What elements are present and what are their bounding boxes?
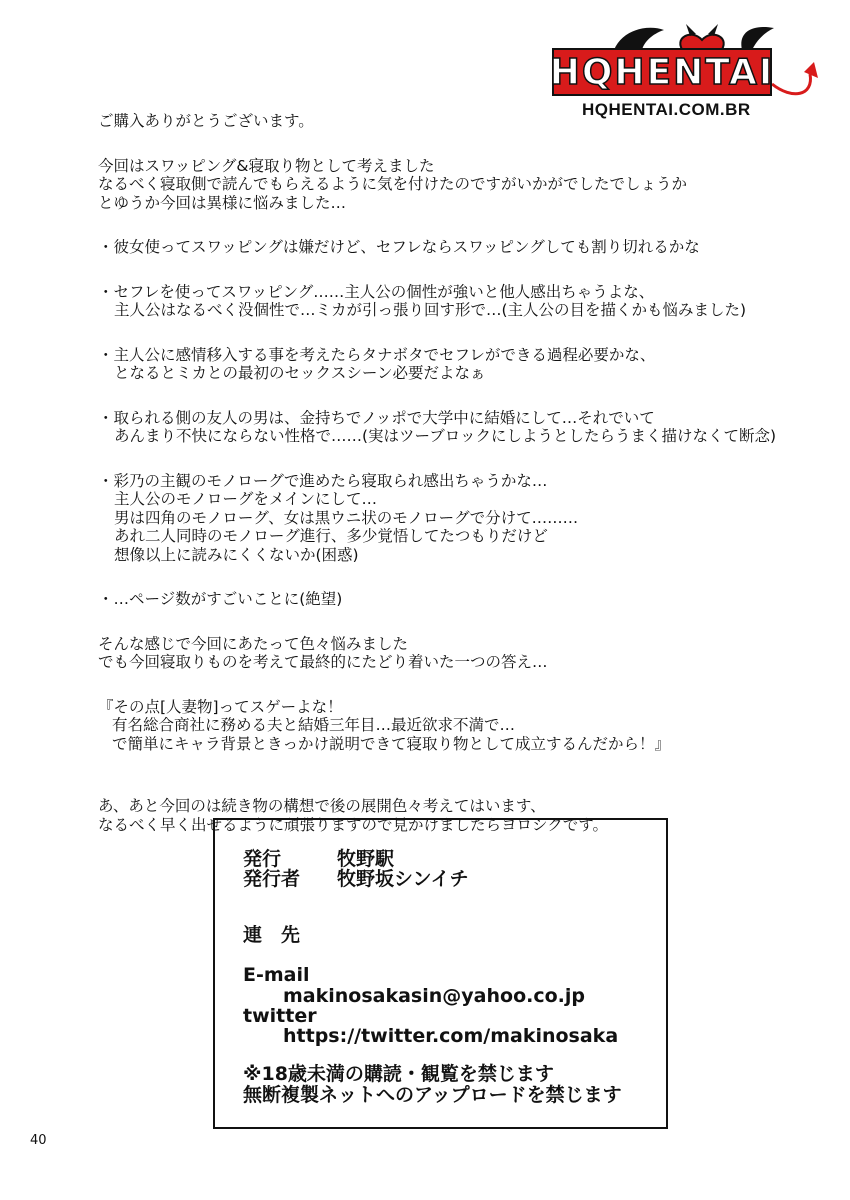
text-line: 主人公はなるべく没個性で…ミカが引っ張り回す形で…(主人公の目を描くかも悩みました) xyxy=(114,301,747,319)
paragraph-point-4 xyxy=(98,409,828,446)
text-line: あんまり不快にならない性格で……(実はツーブロックにしようとしたらうまく描けなくて断念) xyxy=(114,427,777,445)
text-line: ・主人公に感情移入する事を考えたらタナボタでセフレができる過程必要かな、 xyxy=(98,345,656,364)
paragraph-thanks xyxy=(98,112,828,131)
email-label: E-mail xyxy=(243,964,310,986)
text-line: 想像以上に読みにくくないか(困惑) xyxy=(114,545,359,564)
age-restriction-notice: ※18歳未満の購読・観覧を禁じます xyxy=(243,1063,554,1085)
logo-url-text: HQHENTAI.COM.BR xyxy=(582,100,751,119)
paragraph-point-1 xyxy=(98,238,828,257)
colophon-box xyxy=(213,818,668,1129)
twitter-label: twitter xyxy=(243,1005,317,1027)
paragraph-intro xyxy=(98,157,828,213)
logo-banner xyxy=(549,48,775,96)
text-line: あれ二人同時のモノローグ進行、多少覚悟してたつもりだけど xyxy=(114,527,548,545)
paragraph-quote xyxy=(98,698,828,754)
paragraph-point-3 xyxy=(98,346,828,383)
paragraph-point-5 xyxy=(98,472,828,565)
text-line: なるべく早く出せるように頑張りますので見かけましたらヨロシクです。 xyxy=(98,815,608,834)
text-line: ・彼女使ってスワッピングは嫌だけど、セフレならスワッピングしても割り切れるかな xyxy=(98,238,700,256)
publisher-label: 発行 xyxy=(243,848,282,870)
email-value: makinosakasin@yahoo.co.jp xyxy=(283,985,585,1007)
text-line: 有名総合商社に務める夫と結婚三年目…最近欲求不満で… xyxy=(112,716,516,734)
paragraph-point-2 xyxy=(98,283,828,320)
text-line: ・彩乃の主観のモノローグで進めたら寝取られ感出ちゃうかな… xyxy=(98,471,548,490)
text-line: なるべく寝取側で読んでもらえるように気を付けたのですがいかがでしたでしょうか xyxy=(98,175,688,193)
copyright-notice: 無断複製ネットへのアップロードを禁じます xyxy=(243,1084,622,1106)
text-line: でも今回寝取りものを考えて最終的にたどり着いた一つの答え… xyxy=(98,653,548,671)
text-line: 『その点[人妻物]ってスゲーよな！ xyxy=(98,697,343,716)
text-line: とゆうか今回は異様に悩みました… xyxy=(98,193,347,212)
text-line: あ、あと今回のは続き物の構想で後の展開色々考えてはいます、 xyxy=(98,797,546,815)
logo-brand-text: HQHENTAI xyxy=(549,51,775,93)
text-line: となるとミカとの最初のセックスシーン必要だよなぁ xyxy=(114,364,486,382)
afterword-text xyxy=(98,112,828,860)
contact-label: 連 先 xyxy=(243,924,301,946)
text-line: ・取られる側の友人の男は、金持ちでノッポで大学中に結婚にして…それでいて xyxy=(98,408,655,427)
author-label: 発行者 xyxy=(243,868,301,890)
text-line: 主人公のモノローグをメインにして… xyxy=(114,490,378,508)
page-number: 40 xyxy=(30,1133,47,1148)
text-line: そんな感じで今回にあたって色々悩みました xyxy=(98,634,409,653)
publisher-value: 牧野駅 xyxy=(337,848,395,870)
text-line: 今回はスワッピング&寝取り物として考えました xyxy=(98,156,435,175)
twitter-url: https://twitter.com/makinosaka xyxy=(283,1025,619,1047)
text-line: で簡単にキャラ背景ときっかけ説明できて寝取り物として成立するんだから！』 xyxy=(112,734,671,753)
text-line: ・…ページ数がすごいことに(絶望) xyxy=(98,590,343,608)
paragraph-point-6 xyxy=(98,590,828,609)
author-value: 牧野坂シンイチ xyxy=(337,868,469,890)
text-line: ご購入ありがとうございます。 xyxy=(98,112,314,130)
text-line: 男は四角のモノローグ、女は黒ウニ状のモノローグで分けて……… xyxy=(114,508,579,527)
text-line: ・セフレを使ってスワッピング……主人公の個性が強いと他人感出ちゃうよな、 xyxy=(98,282,655,301)
paragraph-conclusion xyxy=(98,635,828,672)
